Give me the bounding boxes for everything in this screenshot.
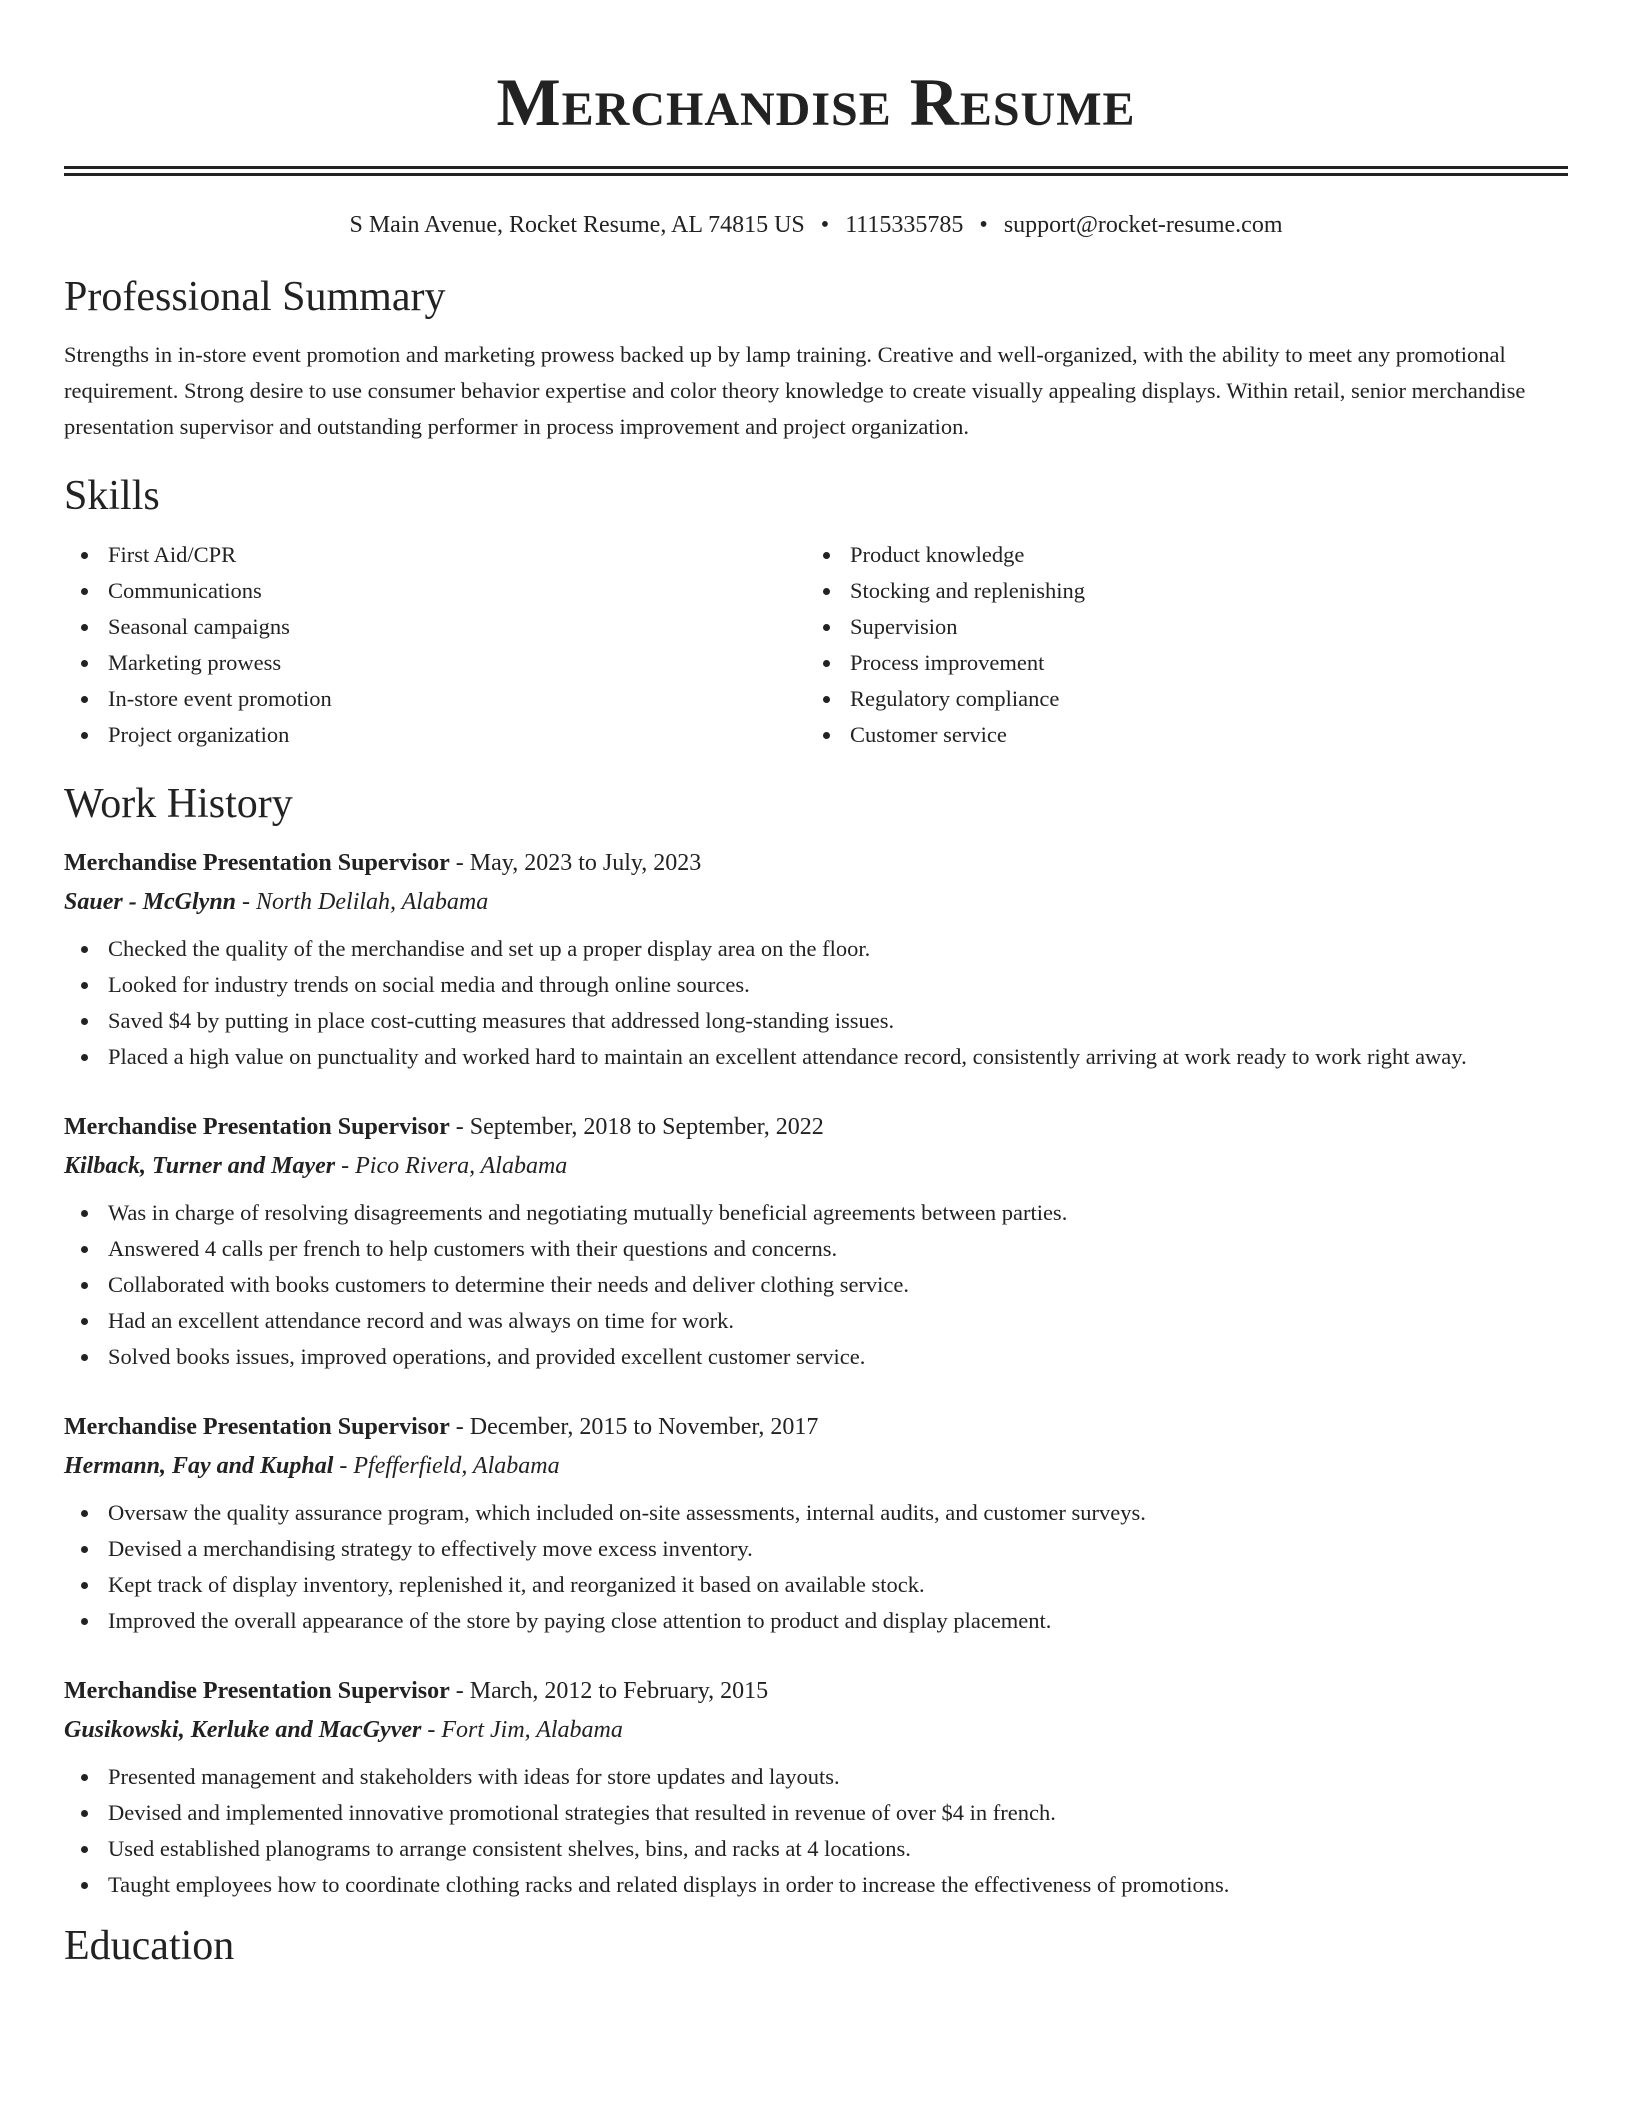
contact-phone: 1115335785 <box>845 212 964 238</box>
job-title-line <box>64 1671 1568 1711</box>
job-bullet: Collaborated with books customers to determine their needs and deliver clothing service. <box>64 1267 1568 1303</box>
resume-title: Merchandise Resume <box>496 64 1136 140</box>
skills-column-right <box>806 537 1548 753</box>
job-location: - Pico Rivera, Alabama <box>335 1153 568 1179</box>
job-bullet: Taught employees how to coordinate clothing racks and related displays in order to increase the effectiveness of promotions. <box>64 1867 1568 1903</box>
job-dates: - September, 2018 to September, 2022 <box>449 1114 824 1140</box>
job-bullet: Used established planograms to arrange consistent shelves, bins, and racks at 4 locations. <box>64 1831 1568 1867</box>
job-dates: - December, 2015 to November, 2017 <box>449 1414 819 1440</box>
job-bullet: Placed a high value on punctuality and worked hard to maintain an excellent attendance record, consistently arriving at work ready to work right away. <box>64 1039 1568 1075</box>
job-entry <box>64 1107 1568 1375</box>
contact-address: S Main Avenue, Rocket Resume, AL 74815 US <box>349 212 805 238</box>
title-divider <box>64 166 1568 176</box>
job-title: Merchandise Presentation Supervisor <box>64 1114 450 1140</box>
job-bullet: Answered 4 calls per french to help customers with their questions and concerns. <box>64 1231 1568 1267</box>
contact-separator: • <box>979 212 988 238</box>
job-entry <box>64 1671 1568 1903</box>
job-entry <box>64 1407 1568 1639</box>
skill-item: Customer service <box>806 717 1548 753</box>
skill-item: In-store event promotion <box>64 681 806 717</box>
job-title: Merchandise Presentation Supervisor <box>64 850 450 876</box>
job-location: - North Delilah, Alabama <box>236 889 489 915</box>
job-title-line <box>64 843 1568 883</box>
job-bullets <box>64 1195 1568 1375</box>
resume-page <box>64 0 1568 1971</box>
job-company: Hermann, Fay and Kuphal <box>64 1453 334 1479</box>
job-bullet: Presented management and stakeholders with ideas for store updates and layouts. <box>64 1759 1568 1795</box>
contact-separator: • <box>820 212 830 238</box>
skill-item: Supervision <box>806 609 1548 645</box>
summary-heading: Professional Summary <box>64 274 446 320</box>
job-entry <box>64 843 1568 1075</box>
job-bullets <box>64 1759 1568 1903</box>
job-bullet: Solved books issues, improved operations, and provided excellent customer service. <box>64 1339 1568 1375</box>
job-bullets <box>64 1495 1568 1639</box>
job-company-line <box>64 1711 1568 1749</box>
job-bullet: Checked the quality of the merchandise and set up a proper display area on the floor. <box>64 931 1568 967</box>
job-company: Sauer - McGlynn <box>64 889 237 915</box>
job-company-line <box>64 1147 1568 1185</box>
job-bullet: Devised a merchandising strategy to effectively move excess inventory. <box>64 1531 1568 1567</box>
job-bullet: Oversaw the quality assurance program, which included on-site assessments, internal audits, and customer surveys. <box>64 1495 1568 1531</box>
job-dates: - May, 2023 to July, 2023 <box>449 850 702 876</box>
job-title-line <box>64 1407 1568 1447</box>
job-title-line <box>64 1107 1568 1147</box>
skill-item: Product knowledge <box>806 537 1548 573</box>
job-bullet: Looked for industry trends on social media and through online sources. <box>64 967 1568 1003</box>
job-dates: - March, 2012 to February, 2015 <box>449 1678 769 1704</box>
contact-line <box>64 210 1568 240</box>
job-location: - Fort Jim, Alabama <box>421 1717 623 1743</box>
job-title: Merchandise Presentation Supervisor <box>64 1414 450 1440</box>
skill-item: Stocking and replenishing <box>806 573 1548 609</box>
skill-item: Communications <box>64 573 806 609</box>
skill-item: Process improvement <box>806 645 1548 681</box>
skill-item: Marketing prowess <box>64 645 806 681</box>
job-company-line <box>64 1447 1568 1485</box>
skill-item: Seasonal campaigns <box>64 609 806 645</box>
job-company: Gusikowski, Kerluke and MacGyver <box>64 1717 422 1743</box>
contact-email: support@rocket-resume.com <box>1003 212 1283 238</box>
skill-item: First Aid/CPR <box>64 537 806 573</box>
job-company-line <box>64 883 1568 921</box>
skills-column-left <box>64 537 806 753</box>
skill-item: Project organization <box>64 717 806 753</box>
job-company: Kilback, Turner and Mayer <box>64 1153 336 1179</box>
job-bullet: Had an excellent attendance record and was always on time for work. <box>64 1303 1568 1339</box>
skill-item: Regulatory compliance <box>806 681 1548 717</box>
skills-list <box>64 537 1568 753</box>
job-bullet: Devised and implemented innovative promotional strategies that resulted in revenue of over $4 in french. <box>64 1795 1568 1831</box>
job-bullet: Saved $4 by putting in place cost-cutting measures that addressed long-standing issues. <box>64 1003 1568 1039</box>
job-location: - Pfefferfield, Alabama <box>333 1453 560 1479</box>
education-heading: Education <box>64 1923 235 1969</box>
job-title: Merchandise Presentation Supervisor <box>64 1678 450 1704</box>
skills-heading: Skills <box>64 473 160 519</box>
job-bullets <box>64 931 1568 1075</box>
job-bullet: Kept track of display inventory, replenished it, and reorganized it based on available stock. <box>64 1567 1568 1603</box>
job-bullet: Was in charge of resolving disagreements and negotiating mutually beneficial agreements between parties. <box>64 1195 1568 1231</box>
job-bullet: Improved the overall appearance of the store by paying close attention to product and display placement. <box>64 1603 1568 1639</box>
summary-text: Strengths in in-store event promotion and marketing prowess backed up by lamp training. Creative and well-organized, with the ability to meet any promotional requirement. Strong desire to use consumer behavior expertise and color theory knowledge to create visually appealing displays. Within retail, senior merchandise presentation supervisor and outstanding performer in process improvement and project organization. <box>64 342 1526 439</box>
work-history-heading: Work History <box>64 781 293 827</box>
